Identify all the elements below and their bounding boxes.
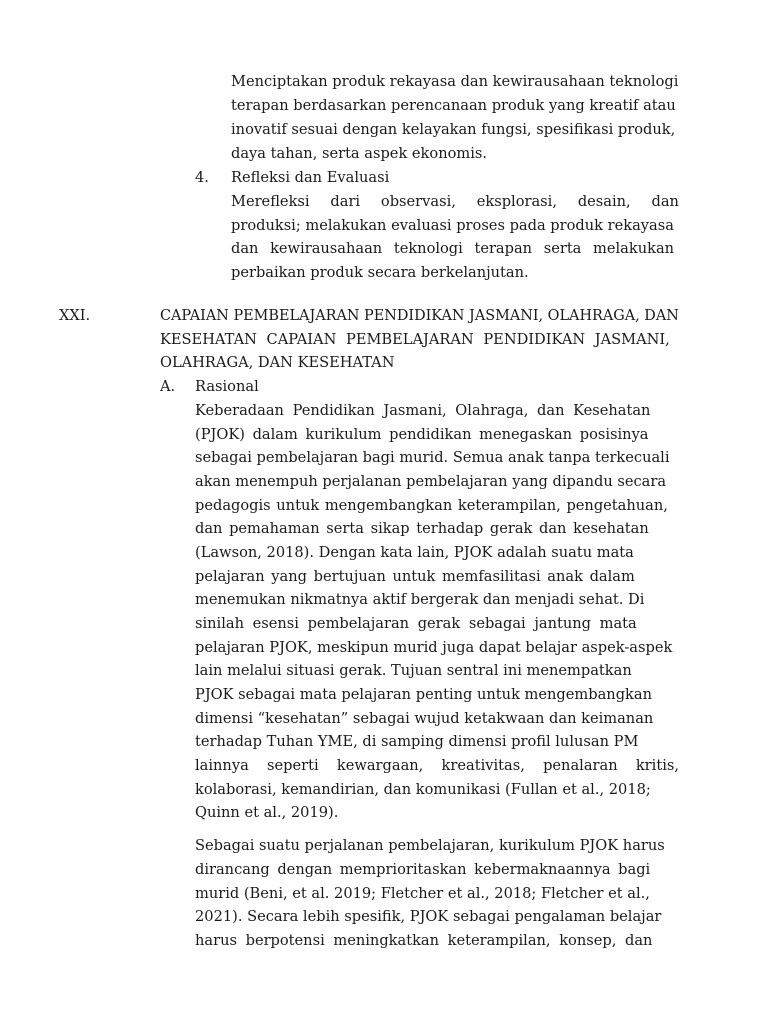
text-line: Keberadaan Pendidikan Jasmani, Olahraga, dan Kesehatan — [195, 402, 651, 419]
item-number: 4. — [195, 169, 209, 186]
text-line: dimensi “kesehatan” sebagai wujud ketakwaan dan keimanan — [195, 710, 654, 727]
section-number: XXI. — [59, 307, 91, 324]
text-line: menemukan nikmatnya aktif bergerak dan menjadi sehat. Di — [195, 591, 645, 608]
text-line: lain melalui situasi gerak. Tujuan sentral ini menempatkan — [195, 662, 632, 679]
text-line: akan menempuh perjalanan pembelajaran yang dipandu secara — [195, 473, 667, 490]
text-line: terhadap Tuhan YME, di samping dimensi profil lulusan PM — [195, 733, 639, 750]
heading-line: OLAHRAGA, DAN KESEHATAN — [160, 354, 395, 371]
text-line: terapan berdasarkan perencanaan produk yang kreatif atau — [231, 97, 676, 114]
heading-line: CAPAIAN PEMBELAJARAN PENDIDIKAN JASMANI, OLAHRAGA, DAN — [160, 307, 679, 324]
text-line: Menciptakan produk rekayasa dan kewirausahaan teknologi — [231, 73, 679, 90]
text-line: inovatif sesuai dengan kelayakan fungsi, spesifikasi produk, — [231, 121, 676, 138]
text-line: (Lawson, 2018). Dengan kata lain, PJOK adalah suatu mata — [195, 544, 634, 561]
text-line: murid (Beni, et al. 2019; Fletcher et al., 2018; Fletcher et al., — [195, 885, 650, 902]
subsection-letter: A. — [160, 378, 176, 395]
text-line: sinilah esensi pembelajaran gerak sebagai jantung mata — [195, 615, 637, 632]
text-line: (PJOK) dalam kurikulum pendidikan menegaskan posisinya — [195, 426, 649, 443]
text-line: sebagai pembelajaran bagi murid. Semua anak tanpa terkecuali — [195, 449, 670, 466]
item-title: Refleksi dan Evaluasi — [231, 169, 390, 186]
text-line: pedagogis untuk mengembangkan keterampilan, pengetahuan, — [195, 497, 668, 514]
text-line: Quinn et al., 2019). — [195, 804, 339, 821]
text-line: daya tahan, serta aspek ekonomis. — [231, 145, 488, 162]
text-line: Merefleksi dari observasi, eksplorasi, desain, dan — [231, 193, 679, 210]
text-line: dan kewirausahaan teknologi terapan serta melakukan — [231, 240, 675, 257]
text-line: lainnya seperti kewargaan, kreativitas, penalaran kritis, — [195, 757, 679, 774]
text-line: dan pemahaman serta sikap terhadap gerak dan kesehatan — [195, 520, 649, 537]
text-line: harus berpotensi meningkatkan keterampilan, konsep, dan — [195, 932, 653, 949]
text-line: kolaborasi, kemandirian, dan komunikasi (Fullan et al., 2018; — [195, 781, 651, 798]
heading-line: KESEHATAN CAPAIAN PEMBELAJARAN PENDIDIKAN JASMANI, — [160, 331, 670, 348]
text-line: pelajaran yang bertujuan untuk memfasilitasi anak dalam — [195, 568, 635, 585]
text-line: pelajaran PJOK, meskipun murid juga dapat belajar aspek-aspek — [195, 639, 673, 656]
text-line: Sebagai suatu perjalanan pembelajaran, kurikulum PJOK harus — [195, 837, 665, 854]
text-line: dirancang dengan memprioritaskan kebermaknaannya bagi — [195, 861, 651, 878]
text-line: produksi; melakukan evaluasi proses pada produk rekayasa — [231, 217, 674, 234]
text-line: perbaikan produk secara berkelanjutan. — [231, 264, 529, 281]
text-line: 2021). Secara lebih spesifik, PJOK sebagai pengalaman belajar — [195, 908, 662, 925]
text-line: PJOK sebagai mata pelajaran penting untuk mengembangkan — [195, 686, 652, 703]
subsection-title: Rasional — [195, 378, 259, 395]
